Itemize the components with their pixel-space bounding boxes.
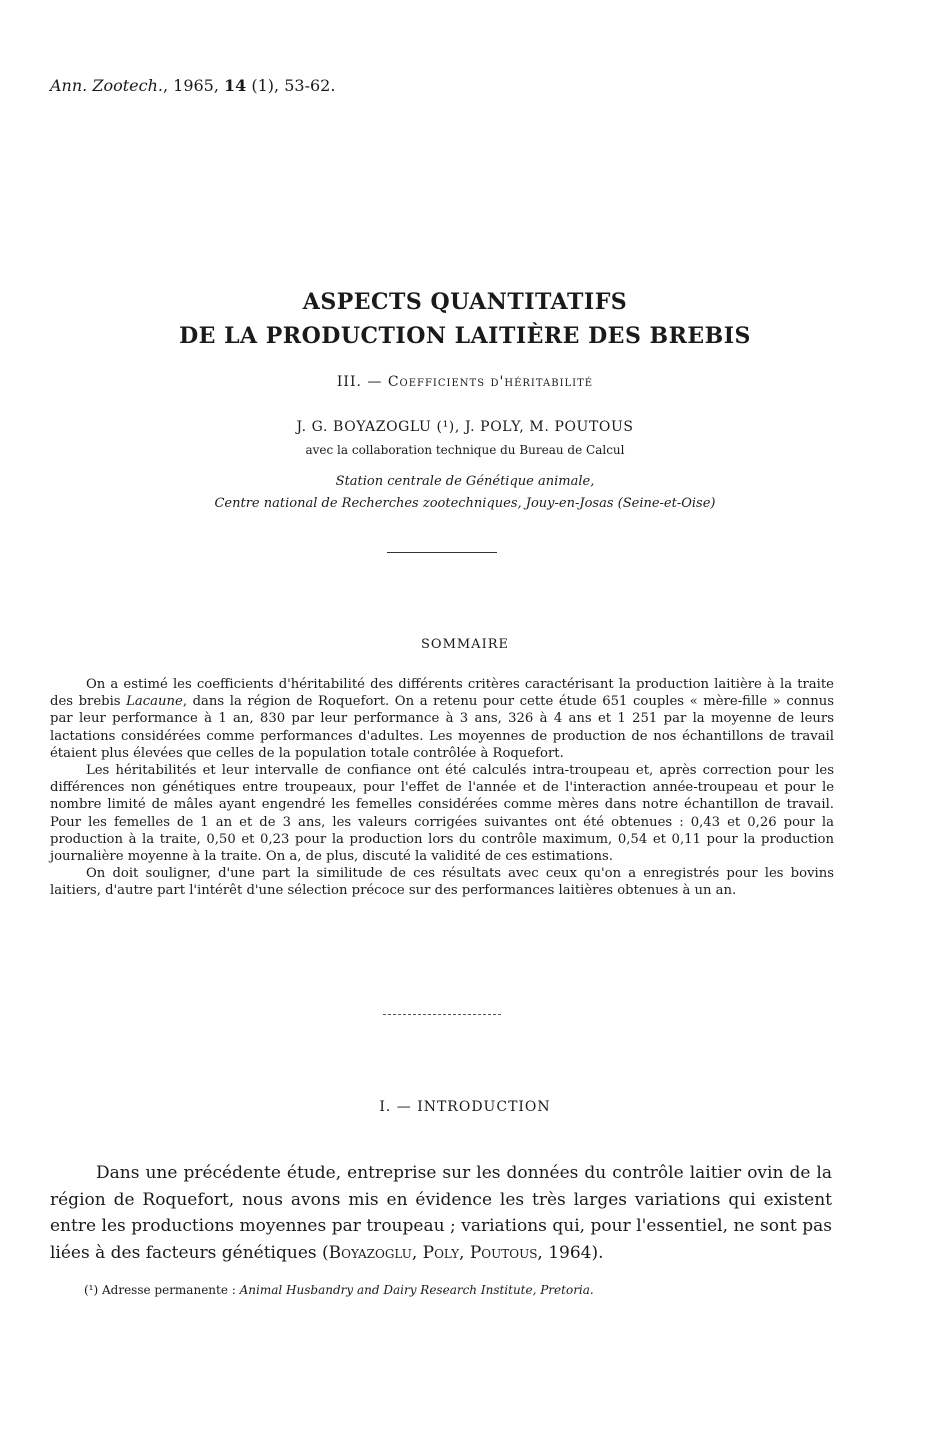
footnote-prefix: (¹) Adresse permanente : [84,1283,240,1297]
abstract-p1-text-a: On a estimé les coefficients d'héritabilité des différents critères caractérisant la production laitière à la traite des brebis [50,677,834,710]
abstract-paragraph-1 [50,676,834,762]
authors: J. G. BOYAZOGLU (¹), J. POLY, M. POUTOUS [296,419,634,435]
reference-authors: Boyazoglu, Poly, Poutous [328,1242,538,1263]
footnote-text: Animal Husbandry and Dairy Research Institute, Pretoria. [239,1283,594,1297]
introduction-body [50,1160,832,1266]
abstract-paragraph-3: On doit souligner, d'une part la similitude de ces résultats avec ceux qu'on a enregistrés pour les bovins laitiers, d'autre part l'intérêt d'une sélection précoce sur des performances laitières obtenues à un an. [50,866,834,899]
abstract [50,676,834,900]
title-line-1: ASPECTS QUANTITATIFS [302,289,628,315]
journal-name: Ann. Zootech. [50,76,163,95]
separator-dashes [383,1014,501,1016]
journal-citation [50,76,335,95]
introduction-paragraph [50,1160,832,1266]
subtitle: III. — Coefficients d'héritabilité [336,374,594,390]
separator-rule [387,552,497,553]
institution-line-2: Centre national de Recherches zootechniques, Jouy-en-Josas (Seine-et-Oise) [214,496,716,511]
abstract-paragraph-2: Les héritabilités et leur intervalle de confiance ont été calculés intra-troupeau et, après correction pour les différences non génétiques entre troupeaux, pour l'effet de l'année et de l'interaction année-troupeau et pour le nombre limité de mâles ayant engendré les femelles considérées comme mères dans notre échantillon de travail. Pour les femelles de 1 an et de 3 ans, les valeurs corrigées suivantes ont été obtenues : 0,43 et 0,26 pour la production à la traite, 0,50 et 0,23 pour la production lors du contrôle maximum, 0,54 et 0,11 pour la production journalière moyenne à la traite. On a, de plus, discuté la validité de ces estimations. [50,763,834,865]
breed-name: Lacaune [126,694,183,710]
reference-year: , 1964). [537,1242,604,1263]
sommaire-heading: SOMMAIRE [421,637,509,652]
collaboration-note: avec la collaboration technique du Bureau de Calcul [305,443,625,457]
abstract-p1-text-b: , dans la région de Roquefort. On a retenu pour cette étude 651 couples « mère-fille » connus par leur performance à 1 an, 830 par leur performance à 3 ans, 326 à 4 ans et 1 251 par la moyenne de leurs lactations considérées comme performances d'adultes. Les moyennes de production de nos échantillons de travail étaient plus élevées que celles de la population totale contrôlée à Roquefort. [50,694,835,761]
introduction-text: Dans une précédente étude, entreprise sur les données du contrôle laitier ovin de la région de Roquefort, nous avons mis en évidence les très larges variations qui existent entre les productions moyennes par troupeau ; variations qui, pour l'essentiel, ne sont pas liées à des facteurs génétiques ( [50,1163,832,1263]
title-line-2: DE LA PRODUCTION LAITIÈRE DES BREBIS [179,323,751,349]
institution-line-1: Station centrale de Génétique animale, [335,474,595,489]
citation-volume: 14 [224,76,247,95]
citation-year: , 1965, [162,76,225,95]
footnote [84,1283,594,1297]
citation-pages: (1), 53-62. [246,76,336,95]
introduction-heading: I. — INTRODUCTION [379,1099,551,1115]
